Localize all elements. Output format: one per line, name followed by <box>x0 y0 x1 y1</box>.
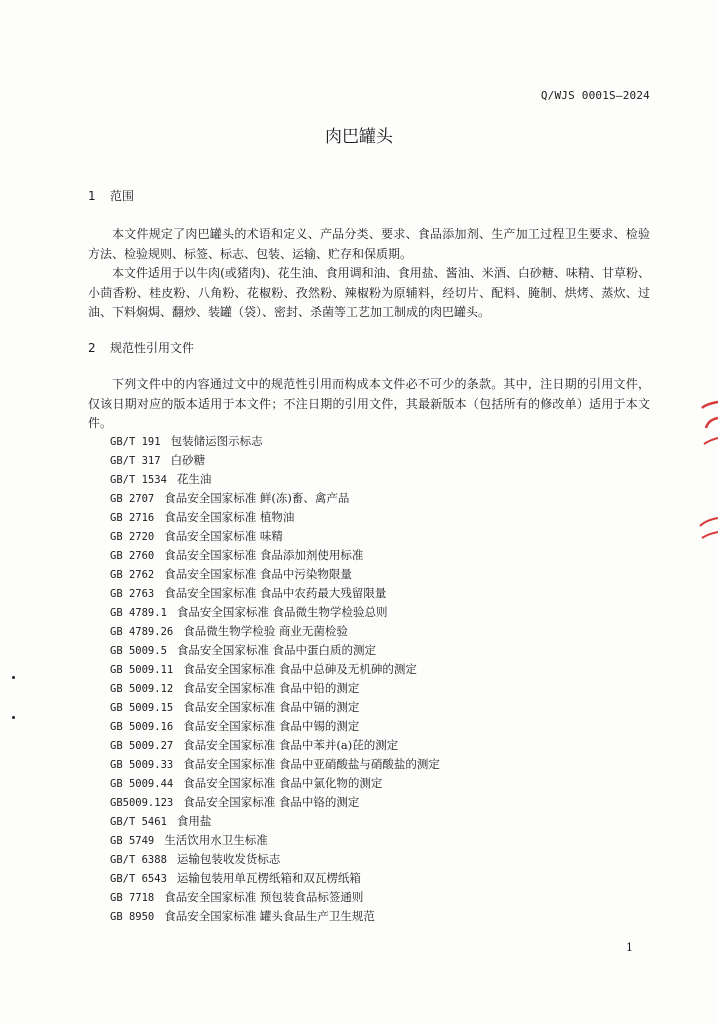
reference-item <box>110 831 440 850</box>
reference-item <box>110 774 440 793</box>
reference-code: GB 5009.15 <box>110 702 174 714</box>
reference-code: GB 2720 <box>110 531 155 543</box>
reference-code: GB 2762 <box>110 569 155 581</box>
reference-code: GB 5009.44 <box>110 778 174 790</box>
reference-title: 食品安全国家标准 食品中氯化物的测定 <box>183 776 383 790</box>
reference-item <box>110 432 440 451</box>
reference-title: 食品安全国家标准 鲜(冻)畜、禽产品 <box>164 491 350 505</box>
reference-item <box>110 888 440 907</box>
section-number: 1 <box>88 189 96 203</box>
reference-title: 食品安全国家标准 食品中农药最大残留限量 <box>164 586 387 600</box>
reference-title: 食品安全国家标准 食品中锡的测定 <box>183 719 360 733</box>
reference-title: 食品安全国家标准 食品中总砷及无机砷的测定 <box>183 662 417 676</box>
reference-title: 食品安全国家标准 预包装食品标签通则 <box>164 890 364 904</box>
reference-title: 食品安全国家标准 罐头食品生产卫生规范 <box>164 909 375 923</box>
reference-code: GB/T 1534 <box>110 474 167 486</box>
scan-dot <box>12 676 15 679</box>
reference-code: GB/T 6543 <box>110 873 167 885</box>
reference-item <box>110 527 440 546</box>
reference-item <box>110 641 440 660</box>
reference-title: 食品安全国家标准 食品添加剂使用标准 <box>164 548 364 562</box>
reference-title: 食品安全国家标准 食品中铬的测定 <box>183 795 360 809</box>
reference-code: GB 4789.1 <box>110 607 167 619</box>
reference-title: 食品安全国家标准 食品微生物学检验总则 <box>176 605 388 619</box>
page-number: 1 <box>626 941 633 954</box>
section-title: 规范性引用文件 <box>110 341 195 355</box>
reference-item <box>110 546 440 565</box>
reference-item <box>110 736 440 755</box>
reference-code: GB5009.123 <box>110 797 174 809</box>
reference-item <box>110 470 440 489</box>
reference-item <box>110 679 440 698</box>
scope-paragraph-2: 本文件适用于以牛肉(或猪肉)、花生油、食用调和油、食用盐、酱油、米酒、白砂糖、味精、甘草粉、小茴香粉、桂皮粉、八角粉、花椒粉、孜然粉、辣椒粉为原辅料，经切片、配料、腌制、烘烤、蒸炊、过油、下料焖焗、翻炒、装罐（袋）、密封、杀菌等工艺加工制成的肉巴罐头。 <box>88 266 650 319</box>
reference-code: GB 5009.27 <box>110 740 174 752</box>
reference-title: 生活饮用水卫生标准 <box>164 833 268 847</box>
stamp-edge-mark <box>696 398 718 452</box>
section-heading-references <box>88 339 194 356</box>
reference-title: 食品安全国家标准 植物油 <box>164 510 295 524</box>
reference-item <box>110 622 440 641</box>
reference-code: GB 2707 <box>110 493 155 505</box>
reference-item <box>110 812 440 831</box>
reference-item <box>110 660 440 679</box>
reference-title: 食品安全国家标准 食品中亚硝酸盐与硝酸盐的测定 <box>183 757 440 771</box>
reference-item <box>110 584 440 603</box>
scope-paragraph-1: 本文件规定了肉巴罐头的术语和定义、产品分类、要求、食品添加剂、生产加工过程卫生要求、检验方法、检验规则、标签、标志、包装、运输、贮存和保质期。 <box>88 227 650 261</box>
reference-code: GB 2716 <box>110 512 155 524</box>
reference-code: GB 2760 <box>110 550 155 562</box>
section-number: 2 <box>88 341 96 355</box>
reference-item <box>110 451 440 470</box>
reference-title: 食品安全国家标准 食品中镉的测定 <box>183 700 360 714</box>
document-title: 肉巴罐头 <box>325 127 393 147</box>
reference-title: 食品安全国家标准 食品中污染物限量 <box>164 567 352 581</box>
reference-item <box>110 907 440 926</box>
reference-title: 食品安全国家标准 味精 <box>164 529 283 543</box>
reference-title: 食品微生物学检验 商业无菌检验 <box>183 624 348 638</box>
reference-code: GB 5009.33 <box>110 759 174 771</box>
reference-title: 运输包装用单瓦楞纸箱和双瓦楞纸箱 <box>176 871 361 885</box>
reference-item <box>110 793 440 812</box>
reference-code: GB 2763 <box>110 588 155 600</box>
references-intro: 下列文件中的内容通过文中的规范性引用而构成本文件必不可少的条款。其中，注日期的引用文件，仅该日期对应的版本适用于本文件；不注日期的引用文件，其最新版本（包括所有的修改单）适用于本文件。 <box>88 377 650 430</box>
reference-item <box>110 565 440 584</box>
section-title: 范围 <box>110 189 135 203</box>
reference-code: GB 5009.11 <box>110 664 174 676</box>
reference-code: GB/T 5461 <box>110 816 167 828</box>
reference-title: 食品安全国家标准 食品中铅的测定 <box>183 681 360 695</box>
document-code: Q/WJS 0001S—2024 <box>540 89 650 102</box>
section-heading-scope <box>88 187 134 204</box>
reference-code: GB 8950 <box>110 911 155 923</box>
reference-code: GB 5009.5 <box>110 645 167 657</box>
reference-item <box>110 698 440 717</box>
reference-code: GB 5009.12 <box>110 683 174 695</box>
reference-item <box>110 755 440 774</box>
reference-title: 花生油 <box>176 472 212 486</box>
reference-title: 白砂糖 <box>170 453 206 467</box>
reference-title: 运输包装收发货标志 <box>176 852 281 866</box>
reference-item <box>110 489 440 508</box>
reference-item <box>110 869 440 888</box>
stamp-edge-mark <box>696 512 718 546</box>
scan-dot <box>12 716 15 719</box>
reference-title: 包装储运图示标志 <box>170 434 263 448</box>
reference-item <box>110 603 440 622</box>
reference-item <box>110 850 440 869</box>
reference-code: GB/T 317 <box>110 455 161 467</box>
reference-code: GB/T 6388 <box>110 854 167 866</box>
reference-code: GB 5009.16 <box>110 721 174 733</box>
reference-code: GB 7718 <box>110 892 155 904</box>
reference-code: GB 5749 <box>110 835 155 847</box>
reference-item <box>110 508 440 527</box>
reference-title: 食品安全国家标准 食品中苯并(a)芘的测定 <box>183 738 399 752</box>
reference-list <box>110 432 440 926</box>
reference-title: 食品安全国家标准 食品中蛋白质的测定 <box>176 643 377 657</box>
reference-item <box>110 717 440 736</box>
reference-code: GB/T 191 <box>110 436 161 448</box>
reference-title: 食用盐 <box>176 814 212 828</box>
reference-code: GB 4789.26 <box>110 626 174 638</box>
